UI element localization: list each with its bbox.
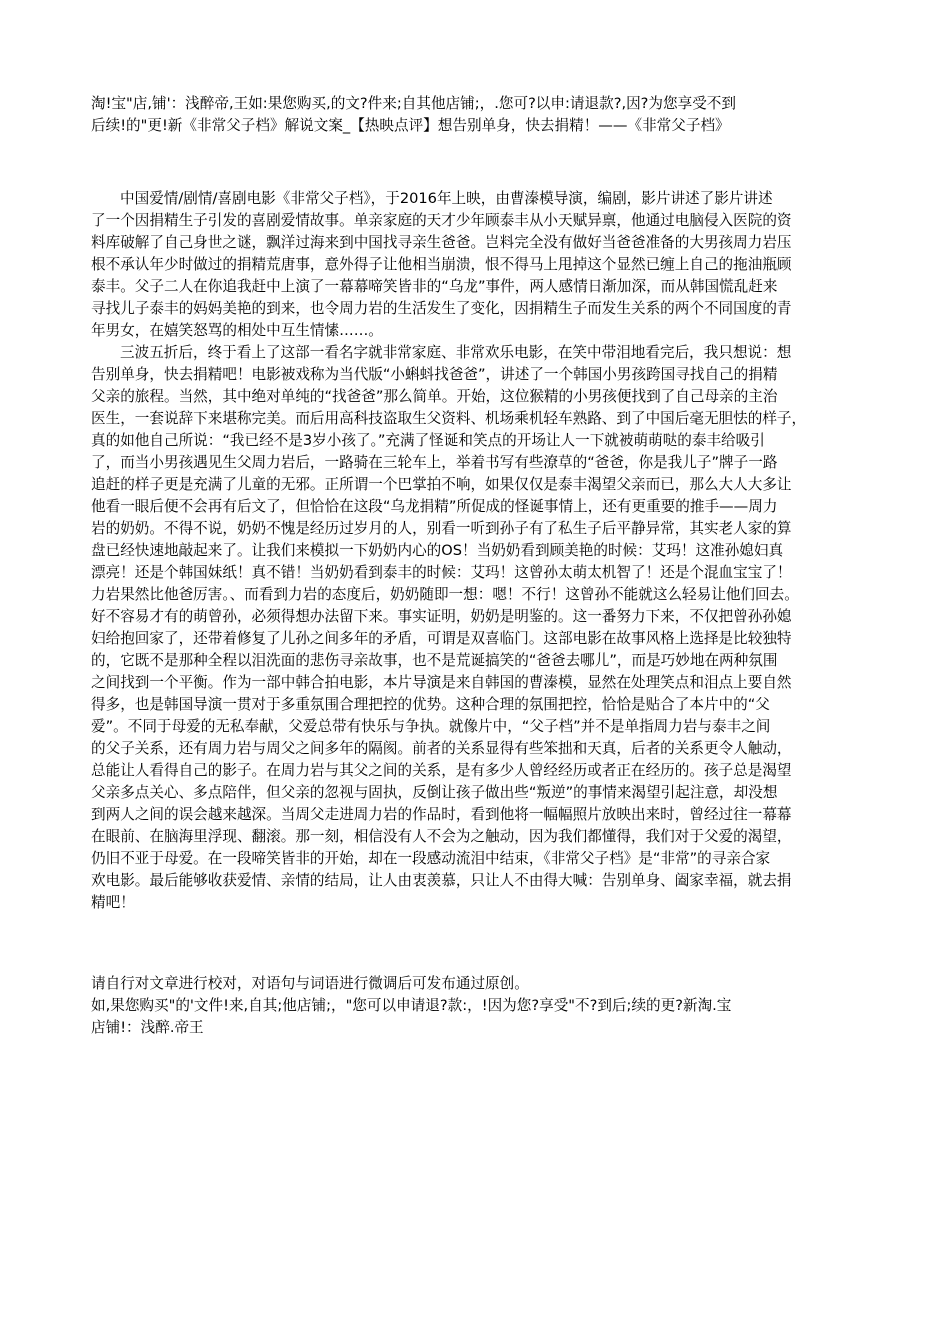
paragraph-synopsis: [91, 188, 859, 342]
text-line: 在眼前、在脑海里浮现、翻滚。那一刻，相信没有人不会为之触动，因为我们都懂得，我们对于父爱的渴望，: [91, 828, 792, 845]
text-line: 料库破解了自己身世之谜，飘洋过海来到中国找寻亲生爸爸。岂料完全没有做好当爸爸准备的大男孩周力岩压: [91, 234, 792, 251]
text-line: 力岩果然比他爸厉害。、而看到力岩的态度后，奶奶随即一想：嗯！不行！这曾孙不能就这么轻易让他们回去。: [91, 586, 799, 603]
footer-line: 店铺!：浅醉.帝王: [91, 1019, 204, 1036]
text-line: 真的如他自己所说：“我已经不是3岁小孩了。”充满了怪诞和笑点的开场让人一下就被萌萌哒的泰丰给吸引: [91, 432, 765, 449]
header-line: 后续!的"更!新《非常父子档》解说文案_【热映点评】想告别单身，快去捐精！——《非常父子档》: [91, 117, 730, 134]
footer-notice: [91, 973, 859, 1039]
text-line: 寻找儿子泰丰的妈妈美艳的到来，也令周力岩的生活发生了变化，因捐精生子而发生关系的两个不同国度的青: [91, 300, 792, 317]
text-line: 告别单身，快去捐精吧！电影被戏称为当代版“小蝌蚪找爸爸”，讲述了一个韩国小男孩跨国寻找自己的捐精: [91, 366, 778, 383]
header-line: 淘!宝"店,铺'：浅醉帝,王如:果您购买,的文?件来;自其他店铺;，.您可?以申:请退款?,因?为您享受不到: [91, 95, 736, 112]
footer-line: 如,果您购买"的'文件!来,自其;他店铺;，"您可以申请退?款:，!因为您?享受"不?到后;续的更?新淘.宝: [91, 997, 732, 1014]
text-line: 岩的奶奶。不得不说，奶奶不愧是经历过岁月的人，别看一听到孙子有了私生子后平静异常，其实老人家的算: [91, 520, 792, 537]
text-line: 追赶的样子更是充满了儿童的无邪。正所谓一个巴掌拍不响，如果仅仅是泰丰渴望父亲而已，那么大人大多让: [91, 476, 792, 493]
document-page: [91, 93, 859, 1039]
footer-line: 请自行对文章进行校对，对语句与词语进行微调后可发布通过原创。: [91, 975, 529, 992]
text-line: 他看一眼后便不会再有后文了，但恰恰在这段“乌龙捐精”所促成的怪诞事情上，还有更重要的推手——周力: [91, 498, 778, 515]
text-line: 医生，一套说辞下来堪称完美。而后用高科技盗取生父资料、机场乘机轻车熟路、到了中国后毫无胆怯的样子，: [91, 410, 807, 427]
text-line: 三波五折后，终于看上了这部一看名字就非常家庭、非常欢乐电影，在笑中带泪地看完后，我只想说：想: [120, 344, 792, 361]
text-line: 仍旧不亚于母爱。在一段啼笑皆非的开始，却在一段感动流泪中结束，《非常父子档》是“非常”的寻亲合家: [91, 850, 771, 867]
text-line: 总能让人看得自己的影子。在周力岩与其父之间的关系，是有多少人曾经经历或者正在经历的。孩子总是渴望: [91, 762, 792, 779]
text-line: 了一个因捐精生子引发的喜剧爱情故事。单亲家庭的天才少年顾泰丰从小天赋异禀，他通过电脑侵入医院的资: [91, 212, 792, 229]
text-line: 父亲多点关心、多点陪伴，但父亲的忽视与固执，反倒让孩子做出些“叛逆”的事情来渴望引起注意，却没想: [91, 784, 778, 801]
text-line: 欢电影。最后能够收获爱情、亲情的结局，让人由衷羡慕，只让人不由得大喊：告别单身、阖家幸福，就去捐: [91, 872, 792, 889]
text-line: 根不承认年少时做过的捐精荒唐事，意外得子让他相当崩溃，恨不得马上甩掉这个显然已缠上自己的拖油瓶顾: [91, 256, 792, 273]
text-line: 得多，也是韩国导演一贯对于多重氛围合理把控的优势。这种合理的氛围把控，恰恰是贴合了本片中的“父: [91, 696, 770, 713]
text-line: 漂亮！还是个韩国妹纸！真不错！当奶奶看到泰丰的时候：艾玛！这曾孙太萌太机智了！还是个混血宝宝了！: [91, 564, 792, 581]
text-line: 精吧！: [91, 894, 135, 911]
text-line: 好不容易才有的萌曾孙，必须得想办法留下来。事实证明，奶奶是明鉴的。这一番努力下来，不仅把曾孙孙媳: [91, 608, 792, 625]
text-line: 了，而当小男孩遇见生父周力岩后，一路骑在三轮车上，举着书写有些潦草的“爸爸，你是我儿子”牌子一路: [91, 454, 778, 471]
text-line: 之间找到一个平衡。作为一部中韩合拍电影，本片导演是来自韩国的曹溱模，显然在处理笑点和泪点上要自然: [91, 674, 792, 691]
text-line: 爱”。不同于母爱的无私奉献，父爱总带有快乐与争执。就像片中，“父子档”并不是单指周力岩与泰丰之间: [91, 718, 771, 735]
spacer: [91, 914, 859, 973]
text-line: 到两人之间的误会越来越深。当周父走进周力岩的作品时，看到他将一幅幅照片放映出来时，曾经过往一幕幕: [91, 806, 792, 823]
text-line: 泰丰。父子二人在你追我赶中上演了一幕幕啼笑皆非的“乌龙”事件，两人感情日渐加深，而从韩国慌乱赶来: [91, 278, 778, 295]
text-line: 盘已经快速地敲起来了。让我们来模拟一下奶奶内心的OS！当奶奶看到顾美艳的时候：艾玛！这准孙媳妇真: [91, 542, 784, 559]
text-line: 年男女，在嬉笑怒骂的相处中互生情愫……。: [91, 322, 383, 339]
text-line: 父亲的旅程。当然，其中绝对单纯的“找爸爸”那么简单。开始，这位猴精的小男孩便找到了自己母亲的主治: [91, 388, 778, 405]
text-line: 的，它既不是那种全程以泪洗面的悲伤寻亲故事，也不是荒诞搞笑的“爸爸去哪儿”，而是巧妙地在两种氛围: [91, 652, 778, 669]
text-line: 中国爱情/剧情/喜剧电影《非常父子档》，于2016年上映，由曹溱模导演，编剧，影片讲述了影片讲述: [120, 190, 773, 207]
text-line: 妇给抱回家了，还带着修复了儿孙之间多年的矛盾，可谓是双喜临门。这部电影在故事风格上选择是比较独特: [91, 630, 792, 647]
header-notice: [91, 93, 859, 137]
text-line: 的父子关系，还有周力岩与周父之间多年的隔阂。前者的关系显得有些笨拙和天真，后者的关系更令人触动，: [91, 740, 792, 757]
paragraph-review: [91, 342, 859, 914]
